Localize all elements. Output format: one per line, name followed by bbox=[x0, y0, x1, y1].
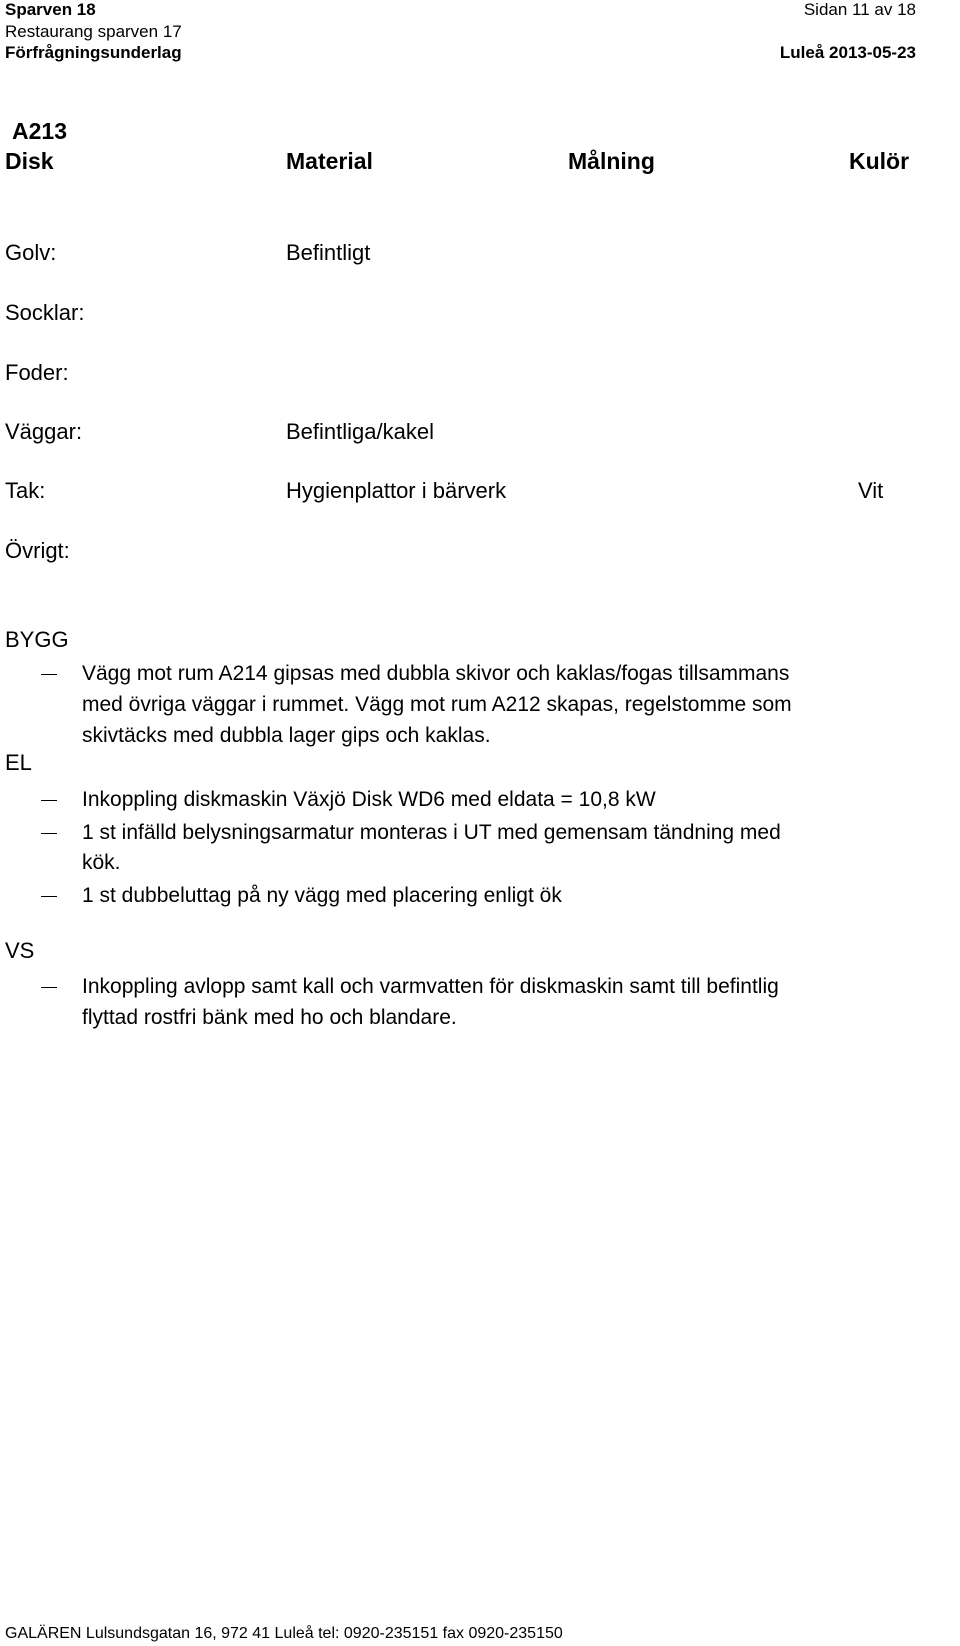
row-color-ceiling: Vit bbox=[858, 478, 884, 503]
header-subtitle: Restaurang sparven 17 bbox=[5, 22, 182, 41]
row-label-skirting: Socklar: bbox=[5, 300, 85, 325]
row-material-ceiling: Hygienplattor i bärverk bbox=[286, 478, 507, 503]
room-code: A213 bbox=[12, 118, 67, 144]
el-item-line: 1 st infälld belysningsarmatur monteras i UT med gemensam tändning med bbox=[82, 821, 781, 844]
row-label-walls: Väggar: bbox=[5, 419, 83, 444]
bygg-item-line: med övriga väggar i rummet. Vägg mot rum A212 skapas, regelstomme som bbox=[82, 693, 792, 716]
row-material-floor: Befintligt bbox=[286, 240, 371, 265]
header-date: Luleå 2013-05-23 bbox=[779, 43, 916, 62]
vs-item-line: Inkoppling avlopp samt kall och varmvatten för diskmaskin samt till befintlig bbox=[82, 975, 779, 998]
header-page-number: Sidan 11 av 18 bbox=[803, 0, 916, 19]
dash-bullet-icon bbox=[41, 896, 57, 897]
el-item-line: Inkoppling diskmaskin Växjö Disk WD6 med eldata = 10,8 kW bbox=[82, 788, 656, 811]
header-project: Sparven 18 bbox=[5, 0, 96, 19]
footer-contact: GALÄREN Lulsundsgatan 16, 972 41 Luleå tel: 0920-235151 fax 0920-235150 bbox=[5, 1625, 563, 1642]
column-material: Material bbox=[286, 148, 373, 174]
column-color: Kulör bbox=[849, 148, 910, 174]
dash-bullet-icon bbox=[41, 674, 57, 675]
section-title-el: EL bbox=[5, 750, 32, 775]
vs-item-line: flyttad rostfri bänk med ho och blandare. bbox=[82, 1006, 457, 1029]
row-label-ceiling: Tak: bbox=[5, 478, 46, 503]
room-name: Disk bbox=[5, 148, 54, 174]
section-title-bygg: BYGG bbox=[5, 627, 69, 652]
row-label-floor: Golv: bbox=[5, 240, 57, 265]
el-item-line: 1 st dubbeluttag på ny vägg med placering enligt ök bbox=[82, 884, 562, 907]
header-doc-type: Förfrågningsunderlag bbox=[5, 43, 182, 62]
bygg-item-line: skivtäcks med dubbla lager gips och kaklas. bbox=[82, 724, 491, 747]
column-painting: Målning bbox=[568, 148, 655, 174]
dash-bullet-icon bbox=[41, 833, 57, 834]
el-item-line: kök. bbox=[82, 851, 121, 874]
section-title-vs: VS bbox=[5, 938, 35, 963]
row-label-trim: Foder: bbox=[5, 360, 69, 385]
row-label-other: Övrigt: bbox=[5, 538, 70, 563]
row-material-walls: Befintliga/kakel bbox=[286, 419, 434, 444]
dash-bullet-icon bbox=[41, 800, 57, 801]
dash-bullet-icon bbox=[41, 987, 57, 988]
bygg-item-line: Vägg mot rum A214 gipsas med dubbla skivor och kaklas/fogas tillsammans bbox=[82, 662, 790, 685]
